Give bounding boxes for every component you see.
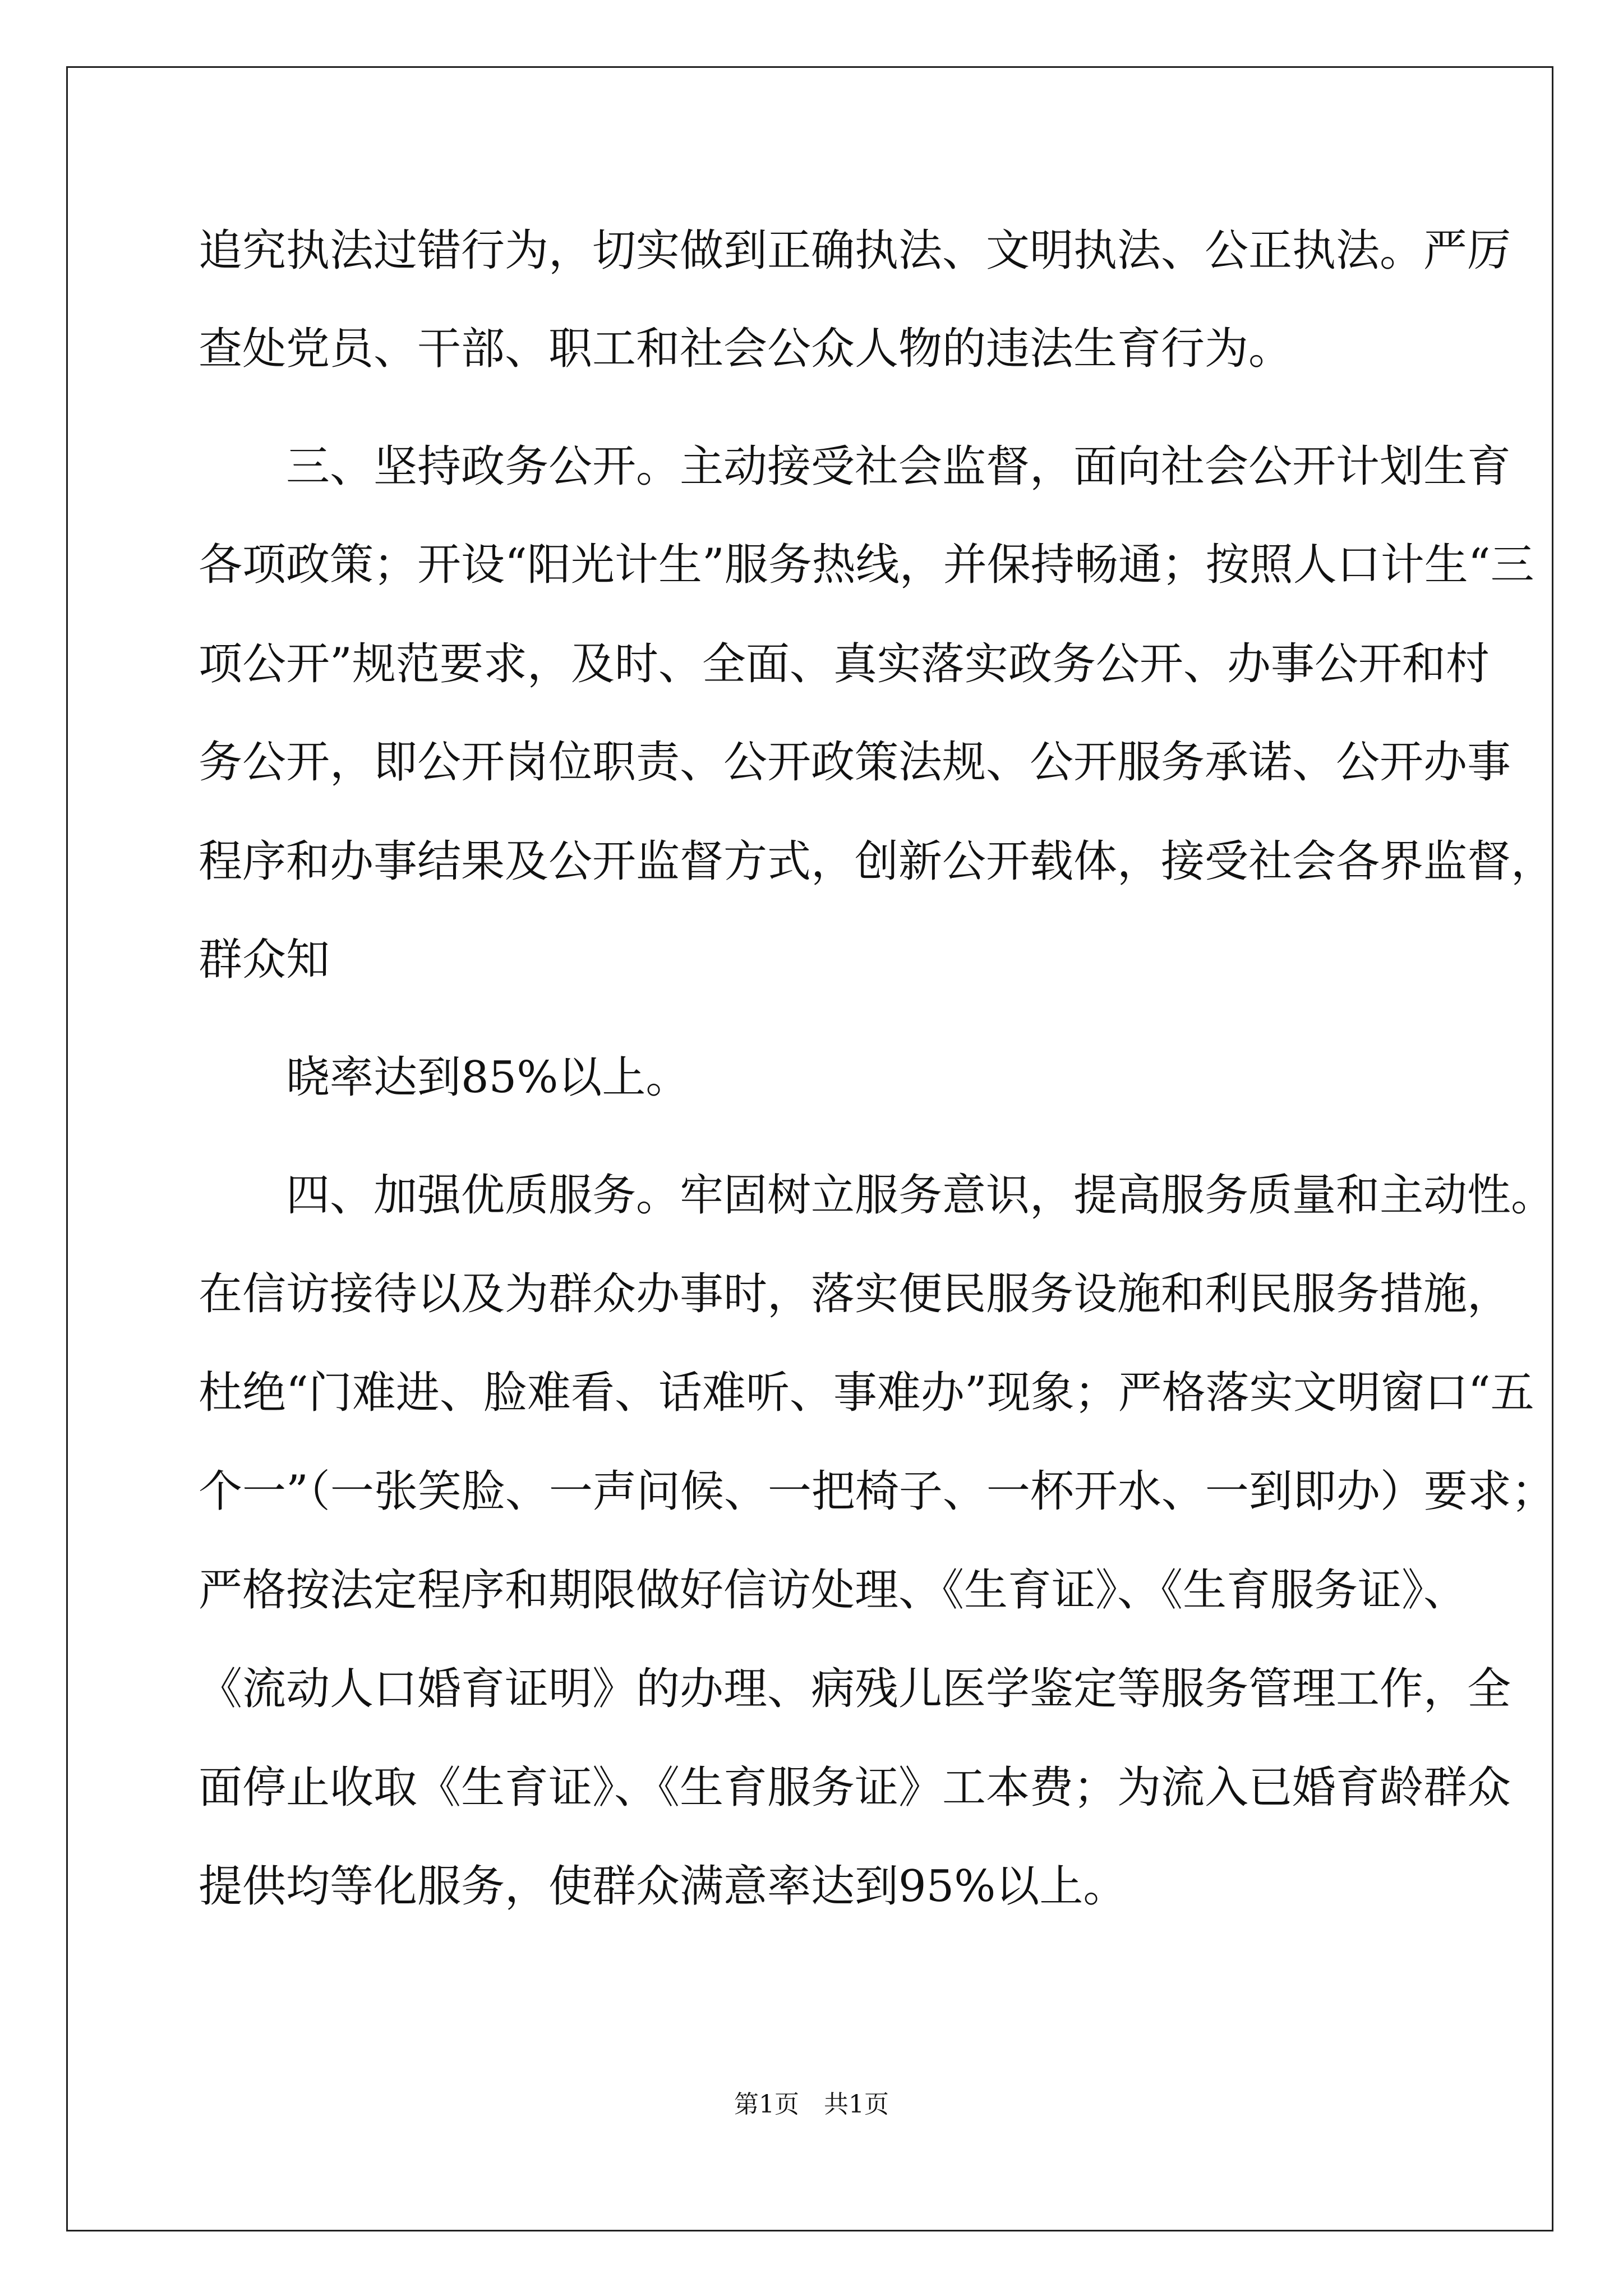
text-line: 晓率达到85%以上。 bbox=[286, 1052, 690, 1103]
text-line: 严格按法定程序和期限做好信访处理、《生育证》、《生育服务证》、 bbox=[199, 1565, 1468, 1616]
text-line: 群众知 bbox=[199, 935, 330, 985]
text-line: 个一”（一张笑脸、一声问候、一把椅子、一杯开水、一到即办）要求； bbox=[199, 1466, 1555, 1517]
text-line: 查处党员、干部、职工和社会公众人物的违法生育行为。 bbox=[199, 324, 1293, 374]
text-line: 三、坚持政务公开。主动接受社会监督，面向社会公开计划生育 bbox=[286, 441, 1511, 492]
text-line: 项公开”规范要求，及时、全面、真实落实政务公开、办事公开和村 bbox=[199, 639, 1490, 689]
text-line: 提供均等化服务，使群众满意率达到95%以上。 bbox=[199, 1861, 1127, 1912]
page-footer: 第1页 共1页 bbox=[734, 2090, 889, 2119]
text-line: 面停止收取《生育证》、《生育服务证》工本费；为流入已婚育龄群众 bbox=[199, 1763, 1511, 1813]
text-line: 务公开，即公开岗位职责、公开政策法规、公开服务承诺、公开办事 bbox=[199, 737, 1511, 788]
text-line: 各项政策；开设“阳光计生”服务热线，并保持畅通；按照人口计生“三 bbox=[199, 540, 1534, 590]
text-line: 四、加强优质服务。牢固树立服务意识，提高服务质量和主动性。 bbox=[286, 1170, 1555, 1221]
text-line: 在信访接待以及为群众办事时，落实便民服务设施和利民服务措施， bbox=[199, 1269, 1511, 1319]
text-line: 程序和办事结果及公开监督方式，创新公开载体，接受社会各界监督， bbox=[199, 836, 1555, 887]
text-line: 追究执法过错行为，切实做到正确执法、文明执法、公正执法。严厉 bbox=[199, 226, 1511, 276]
text-line: 杜绝“门难进、脸难看、话难听、事难办”现象；严格落实文明窗口“五 bbox=[199, 1368, 1534, 1418]
text-line: 《流动人口婚育证明》的办理、病残儿医学鉴定等服务管理工作，全 bbox=[199, 1664, 1511, 1714]
